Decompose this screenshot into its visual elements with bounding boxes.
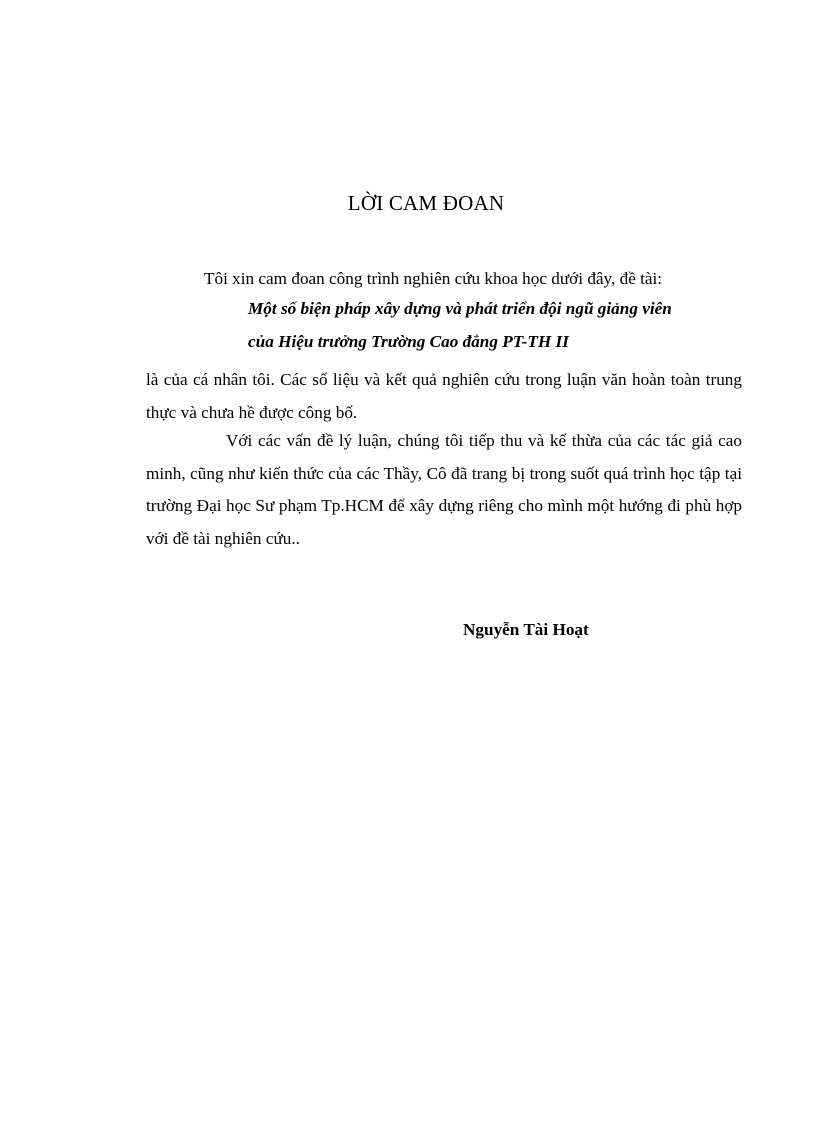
acknowledgement-paragraph: Với các vấn đề lý luận, chúng tôi tiếp thu và kế thừa của các tác giả cao minh, cũng như kiến thức của các Thầy, Cô đã trang bị trong suốt quá trình học tập tại trường Đại học Sư phạm Tp.HCM để xây dựng riêng cho mình một hướng đi phù hợp với đề tài nghiên cứu.. [146, 431, 742, 548]
intro-line: Tôi xin cam đoan công trình nghiên cứu khoa học dưới đây, đề tài: [204, 269, 663, 288]
declaration-paragraph: là của cá nhân tôi. Các số liệu và kết quả nghiên cứu trong luận văn hoàn toàn trung thực và chưa hề được công bố. [146, 370, 742, 422]
topic-title-line-1: Một số biện pháp xây dựng và phát triển đội ngũ giảng viên [248, 299, 672, 318]
author-signature: Nguyễn Tài Hoạt [463, 620, 589, 639]
topic-title-line-2: của Hiệu trưởng Trường Cao đẳng PT-TH II [248, 332, 569, 351]
page-title: LỜI CAM ĐOAN [347, 191, 505, 215]
